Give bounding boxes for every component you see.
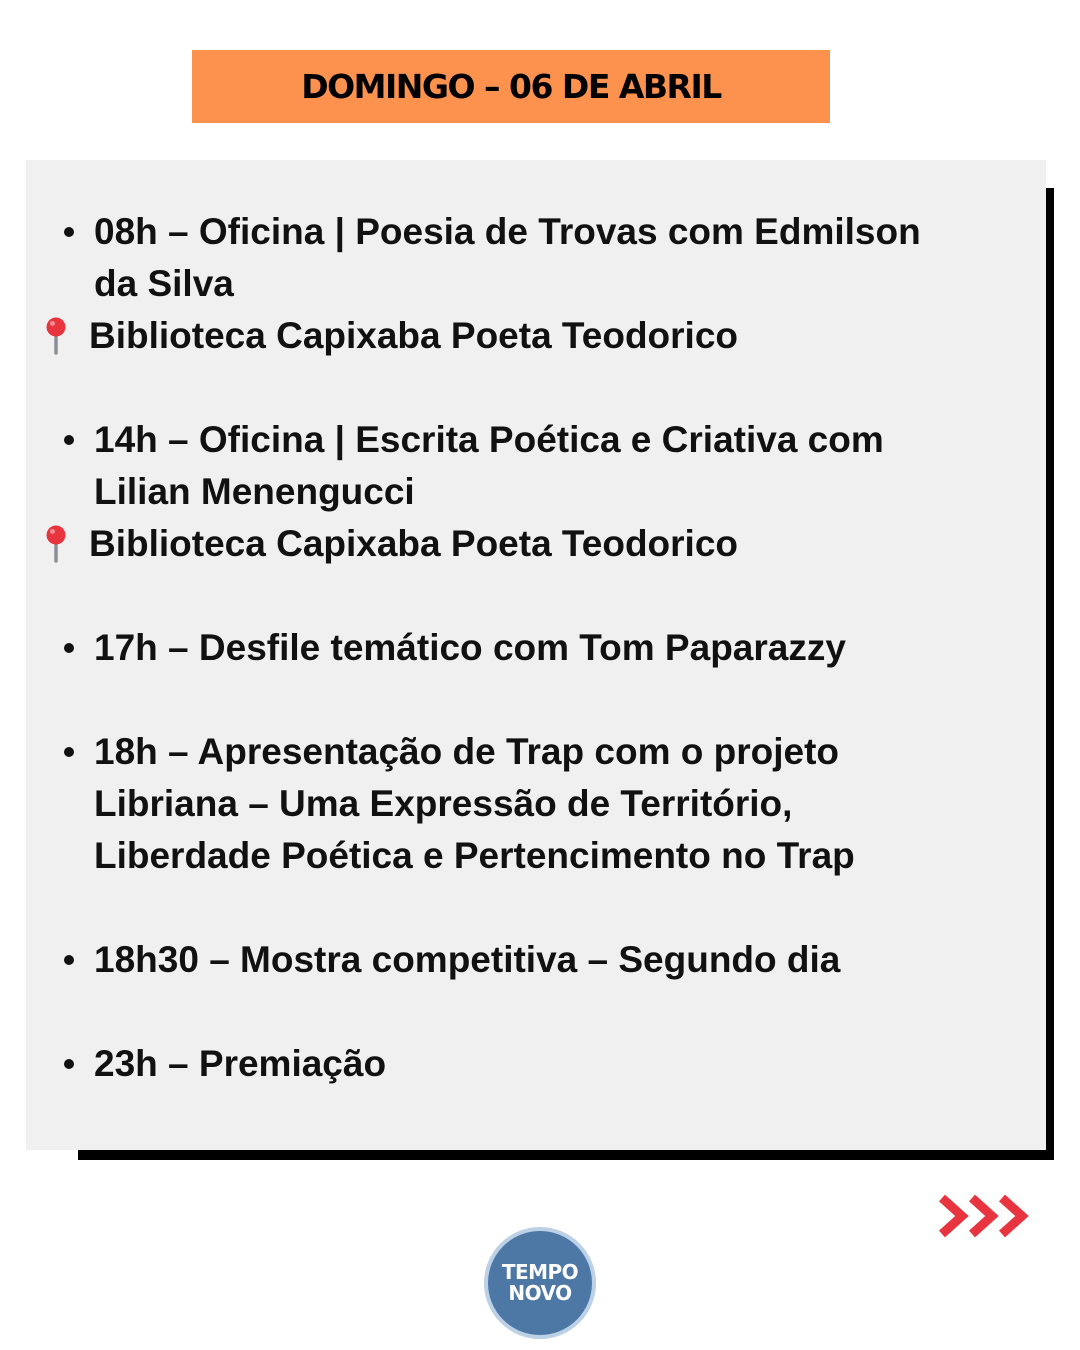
bullet-icon bbox=[64, 435, 74, 445]
bullet-icon bbox=[64, 955, 74, 965]
logo-circle bbox=[484, 1227, 596, 1339]
bullet-icon bbox=[64, 747, 74, 757]
page-title: DOMINGO – 06 DE ABRIL bbox=[301, 67, 721, 106]
tempo-novo-logo bbox=[484, 1227, 596, 1339]
item-text-line: da Silva bbox=[94, 263, 234, 304]
item-text-line: Libriana – Uma Expressão de Território, bbox=[94, 783, 793, 824]
schedule-card bbox=[26, 160, 1046, 1150]
list-item bbox=[26, 622, 1026, 674]
logo-text-line2: NOVO bbox=[508, 1281, 572, 1305]
logo-text-line1: TEMPO bbox=[501, 1260, 579, 1284]
item-text-line: 18h – Apresentação de Trap com o projeto bbox=[26, 726, 1026, 778]
location-label: Biblioteca Capixaba Poeta Teodorico bbox=[89, 523, 739, 564]
item-text-line: Liberdade Poética e Pertencimento no Trap bbox=[94, 835, 855, 876]
item-text-line: 23h – Premiação bbox=[26, 1038, 1026, 1090]
list-item bbox=[26, 1038, 1026, 1090]
bullet-icon bbox=[64, 643, 74, 653]
map-pin-icon bbox=[42, 316, 70, 356]
item-text-line: 18h30 – Mostra competitiva – Segundo dia bbox=[26, 934, 1026, 986]
item-text-line: Lilian Menengucci bbox=[94, 471, 415, 512]
header-banner bbox=[192, 50, 830, 123]
list-item bbox=[26, 726, 1026, 882]
bullet-icon bbox=[64, 1059, 74, 1069]
list-item bbox=[26, 414, 1026, 570]
item-text-line: 08h – Oficina | Poesia de Trovas com Edmilson bbox=[26, 206, 1026, 258]
location-line bbox=[26, 310, 1026, 362]
list-item bbox=[26, 206, 1026, 362]
triple-chevron-right-icon[interactable] bbox=[936, 1190, 1032, 1242]
item-text-line: 17h – Desfile temático com Tom Paparazzy bbox=[26, 622, 1026, 674]
bullet-icon bbox=[64, 227, 74, 237]
list-item bbox=[26, 934, 1026, 986]
location-line bbox=[26, 518, 1026, 570]
item-text-line: 14h – Oficina | Escrita Poética e Criativa com bbox=[26, 414, 1026, 466]
location-label: Biblioteca Capixaba Poeta Teodorico bbox=[89, 315, 739, 356]
map-pin-icon bbox=[42, 524, 70, 564]
